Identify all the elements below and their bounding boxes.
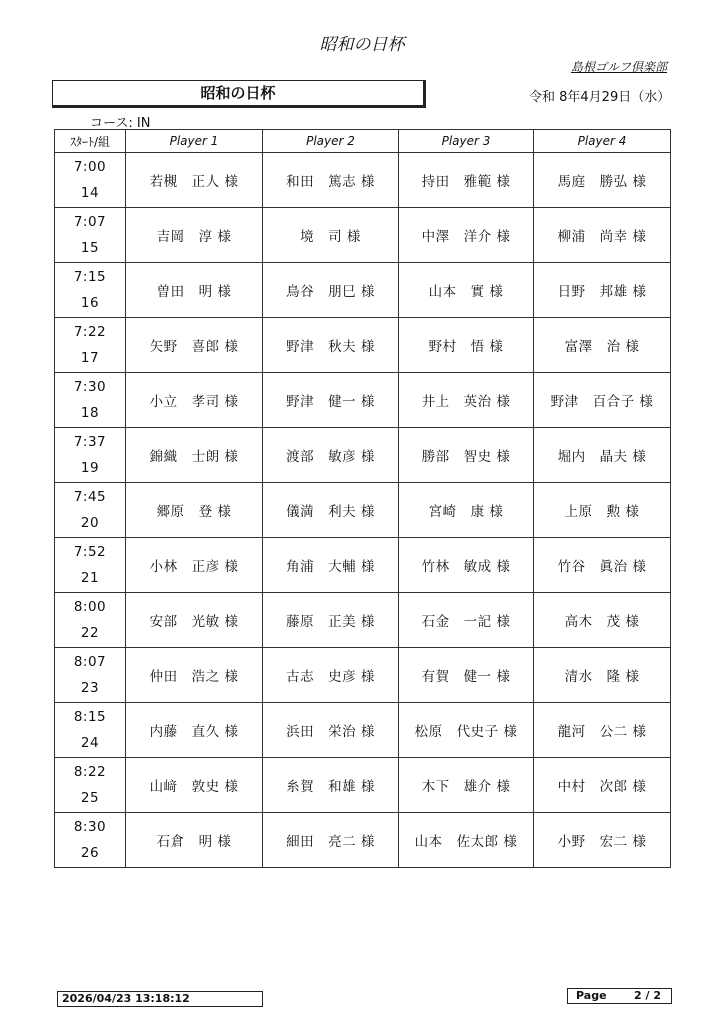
start-group-cell — [55, 703, 126, 758]
event-title: 昭和の日杯 — [52, 80, 426, 108]
player-cell: 有賀 健一 様 — [399, 648, 534, 703]
player-cell: 儀満 利夫 様 — [263, 483, 399, 538]
header-player-3: Player 3 — [399, 130, 534, 153]
player-cell: 清水 隆 様 — [534, 648, 671, 703]
player-cell: 吉岡 淳 様 — [126, 208, 263, 263]
player-cell: 糸賀 和雄 様 — [263, 758, 399, 813]
group-number: 17 — [80, 350, 100, 366]
course-label: コース: IN — [90, 116, 151, 131]
start-group-cell — [55, 318, 126, 373]
player-cell: 日野 邦雄 様 — [534, 263, 671, 318]
player-cell: 安部 光敏 様 — [126, 593, 263, 648]
player-cell: 野津 秋夫 様 — [263, 318, 399, 373]
player-cell: 石金 一記 様 — [399, 593, 534, 648]
player-cell: 龍河 公二 様 — [534, 703, 671, 758]
player-cell: 細田 亮二 様 — [263, 813, 399, 868]
player-cell: 柳浦 尚幸 様 — [534, 208, 671, 263]
header-player-2: Player 2 — [263, 130, 399, 153]
player-cell: 浜田 栄治 様 — [263, 703, 399, 758]
start-time: 7:30 — [73, 379, 107, 395]
table-row — [55, 208, 671, 263]
player-cell: 郷原 登 様 — [126, 483, 263, 538]
start-time: 7:52 — [73, 544, 107, 560]
player-cell: 野津 健一 様 — [263, 373, 399, 428]
start-group-cell — [55, 428, 126, 483]
group-number: 24 — [80, 735, 100, 751]
start-group-cell — [55, 483, 126, 538]
player-cell: 富澤 治 様 — [534, 318, 671, 373]
player-cell: 和田 篤志 様 — [263, 153, 399, 208]
player-cell: 馬庭 勝弘 様 — [534, 153, 671, 208]
group-number: 26 — [80, 845, 100, 861]
start-group-cell — [55, 593, 126, 648]
group-number: 22 — [80, 625, 100, 641]
table-row — [55, 153, 671, 208]
header-player-4: Player 4 — [534, 130, 671, 153]
start-time: 7:07 — [73, 214, 107, 230]
player-cell: 山本 佐太郎 様 — [399, 813, 534, 868]
player-cell: 山﨑 敦史 様 — [126, 758, 263, 813]
player-cell: 野村 悟 様 — [399, 318, 534, 373]
player-cell: 曽田 明 様 — [126, 263, 263, 318]
start-time: 8:30 — [73, 819, 107, 835]
group-number: 19 — [80, 460, 100, 476]
start-time: 7:15 — [73, 269, 107, 285]
group-number: 21 — [80, 570, 100, 586]
table-row — [55, 538, 671, 593]
start-time: 8:00 — [73, 599, 107, 615]
player-cell: 小野 宏二 様 — [534, 813, 671, 868]
player-cell: 竹林 敏成 様 — [399, 538, 534, 593]
start-time: 8:15 — [73, 709, 107, 725]
start-time: 8:07 — [73, 654, 107, 670]
player-cell: 高木 茂 様 — [534, 593, 671, 648]
event-date: 令和 8年4月29日（水） — [529, 90, 671, 105]
table-row — [55, 593, 671, 648]
player-cell: 山本 實 様 — [399, 263, 534, 318]
start-group-cell — [55, 153, 126, 208]
table-row — [55, 648, 671, 703]
start-group-cell — [55, 373, 126, 428]
table-row — [55, 813, 671, 868]
start-time: 7:00 — [73, 159, 107, 175]
player-cell: 宮崎 康 様 — [399, 483, 534, 538]
player-cell: 松原 代史子 様 — [399, 703, 534, 758]
group-number: 16 — [80, 295, 100, 311]
group-number: 14 — [80, 185, 100, 201]
player-cell: 藤原 正美 様 — [263, 593, 399, 648]
start-group-cell — [55, 538, 126, 593]
group-number: 20 — [80, 515, 100, 531]
player-cell: 石倉 明 様 — [126, 813, 263, 868]
player-cell: 持田 雅範 様 — [399, 153, 534, 208]
player-cell: 勝部 智史 様 — [399, 428, 534, 483]
header-start-group: ｽﾀｰﾄ/組 — [55, 130, 126, 153]
player-cell: 内藤 直久 様 — [126, 703, 263, 758]
player-cell: 小立 孝司 様 — [126, 373, 263, 428]
player-cell: 境 司 様 — [263, 208, 399, 263]
start-group-cell — [55, 263, 126, 318]
print-timestamp: 2026/04/23 13:18:12 — [57, 991, 263, 1007]
player-cell: 竹谷 眞治 様 — [534, 538, 671, 593]
club-name: 島根ゴルフ倶楽部 — [570, 60, 667, 74]
group-number: 23 — [80, 680, 100, 696]
table-row — [55, 263, 671, 318]
player-cell: 古志 史彦 様 — [263, 648, 399, 703]
group-number: 25 — [80, 790, 100, 806]
group-number: 15 — [80, 240, 100, 256]
player-cell: 小林 正彦 様 — [126, 538, 263, 593]
table-row — [55, 318, 671, 373]
player-cell: 中村 次郎 様 — [534, 758, 671, 813]
player-cell: 木下 雄介 様 — [399, 758, 534, 813]
player-cell: 矢野 喜郎 様 — [126, 318, 263, 373]
player-cell: 角浦 大輔 様 — [263, 538, 399, 593]
start-time: 7:22 — [73, 324, 107, 340]
player-cell: 中澤 洋介 様 — [399, 208, 534, 263]
player-cell: 錦織 士朗 様 — [126, 428, 263, 483]
table-row — [55, 373, 671, 428]
start-group-cell — [55, 813, 126, 868]
start-group-cell — [55, 648, 126, 703]
table-header-row — [55, 130, 671, 153]
start-group-cell — [55, 758, 126, 813]
player-cell: 仲田 浩之 様 — [126, 648, 263, 703]
table-row — [55, 428, 671, 483]
page-label: Page — [576, 989, 607, 1002]
player-cell: 若槻 正人 様 — [126, 153, 263, 208]
start-time: 7:37 — [73, 434, 107, 450]
player-cell: 鳥谷 朋巳 様 — [263, 263, 399, 318]
player-cell: 井上 英治 様 — [399, 373, 534, 428]
header-player-1: Player 1 — [126, 130, 263, 153]
player-cell: 堀内 晶夫 様 — [534, 428, 671, 483]
start-time: 7:45 — [73, 489, 107, 505]
player-cell: 野津 百合子 様 — [534, 373, 671, 428]
table-row — [55, 483, 671, 538]
tee-time-table — [54, 129, 671, 868]
document-title: 昭和の日杯 — [319, 35, 405, 55]
page-indicator — [567, 988, 672, 1004]
page-number: 2 / 2 — [634, 989, 661, 1002]
start-group-cell — [55, 208, 126, 263]
start-time: 8:22 — [73, 764, 107, 780]
table-row — [55, 758, 671, 813]
group-number: 18 — [80, 405, 100, 421]
table-row — [55, 703, 671, 758]
player-cell: 渡部 敏彦 様 — [263, 428, 399, 483]
player-cell: 上原 勲 様 — [534, 483, 671, 538]
